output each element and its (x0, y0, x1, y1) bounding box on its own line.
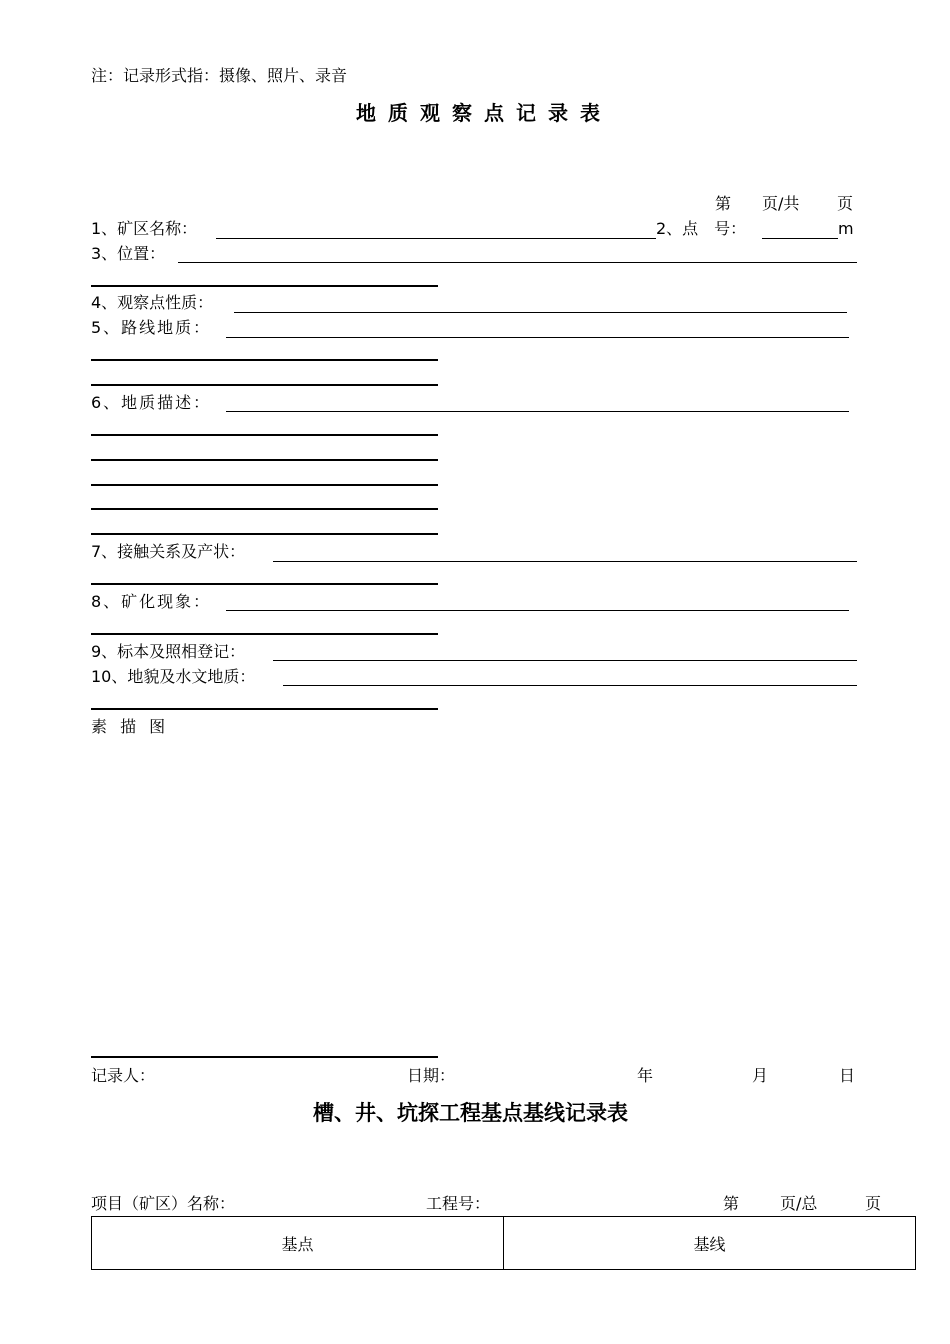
sketch-area[interactable] (91, 745, 857, 1050)
route-geology-label: 5、路线地质： (91, 318, 212, 337)
route-geology-field[interactable] (226, 337, 849, 338)
mine-name-field[interactable] (216, 238, 656, 239)
geology-desc-field[interactable] (226, 411, 849, 412)
form1-page-ye: 页 (837, 194, 854, 213)
recorder-label: 记录人： (91, 1066, 156, 1085)
form2-page-ye: 页 (865, 1194, 882, 1213)
contact-field[interactable] (273, 561, 857, 562)
form-note: 注：记录形式指：摄像、照片、录音 (91, 66, 348, 85)
location-field[interactable] (178, 262, 857, 263)
project-name-label: 项目（矿区）名称： (91, 1194, 236, 1213)
specimen-label: 9、标本及照相登记： (91, 642, 246, 661)
form2-title: 槽、井、坑探工程基点基线记录表 (313, 1101, 628, 1125)
form2-page-ye-zong: 页/总 (780, 1194, 818, 1213)
specimen-field[interactable] (273, 660, 857, 661)
location-label: 3、位置： (91, 244, 166, 263)
table-header-base-point: 基点 (92, 1217, 504, 1270)
point-no-field[interactable] (762, 238, 838, 239)
sketch-bottom-line (91, 1056, 438, 1058)
mineralization-line-2[interactable] (91, 633, 438, 635)
form1-page-di: 第 (715, 194, 732, 213)
form1-title: 地质观察点记录表 (356, 101, 612, 125)
date-label: 日期： (407, 1066, 456, 1085)
geology-desc-line-6[interactable] (91, 533, 438, 535)
sketch-label: 素 描 图 (91, 717, 170, 736)
route-geology-line-2[interactable] (91, 359, 438, 361)
geology-desc-line-3[interactable] (91, 459, 438, 461)
form2-page-di: 第 (723, 1194, 740, 1213)
date-day: 日 (839, 1066, 856, 1085)
obs-nature-field[interactable] (234, 312, 847, 313)
contact-line-2[interactable] (91, 583, 438, 585)
form1-page-ye-gong: 页/共 (762, 194, 800, 213)
obs-nature-label: 4、观察点性质： (91, 293, 214, 312)
date-month: 月 (752, 1066, 769, 1085)
location-extra-line[interactable] (91, 285, 438, 287)
contact-label: 7、接触关系及产状： (91, 542, 246, 561)
baseline-table (91, 1216, 916, 1270)
point-no-unit: m (838, 219, 854, 238)
project-no-label: 工程号： (426, 1194, 491, 1213)
geology-desc-line-4[interactable] (91, 484, 438, 486)
point-no-label: 2、点 号： (656, 219, 747, 238)
mineralization-label: 8、矿化现象： (91, 592, 212, 611)
date-year: 年 (637, 1066, 654, 1085)
table-header-baseline: 基线 (504, 1217, 916, 1270)
geology-desc-line-2[interactable] (91, 434, 438, 436)
geology-desc-label: 6、地质描述： (91, 393, 212, 412)
mine-name-label: 1、矿区名称： (91, 219, 198, 238)
route-geology-line-3[interactable] (91, 384, 438, 386)
landform-line-2[interactable] (91, 708, 438, 710)
table-header-row (92, 1217, 916, 1270)
landform-field[interactable] (283, 685, 857, 686)
landform-label: 10、地貌及水文地质： (91, 667, 256, 686)
geology-desc-line-5[interactable] (91, 508, 438, 510)
mineralization-field[interactable] (226, 610, 849, 611)
